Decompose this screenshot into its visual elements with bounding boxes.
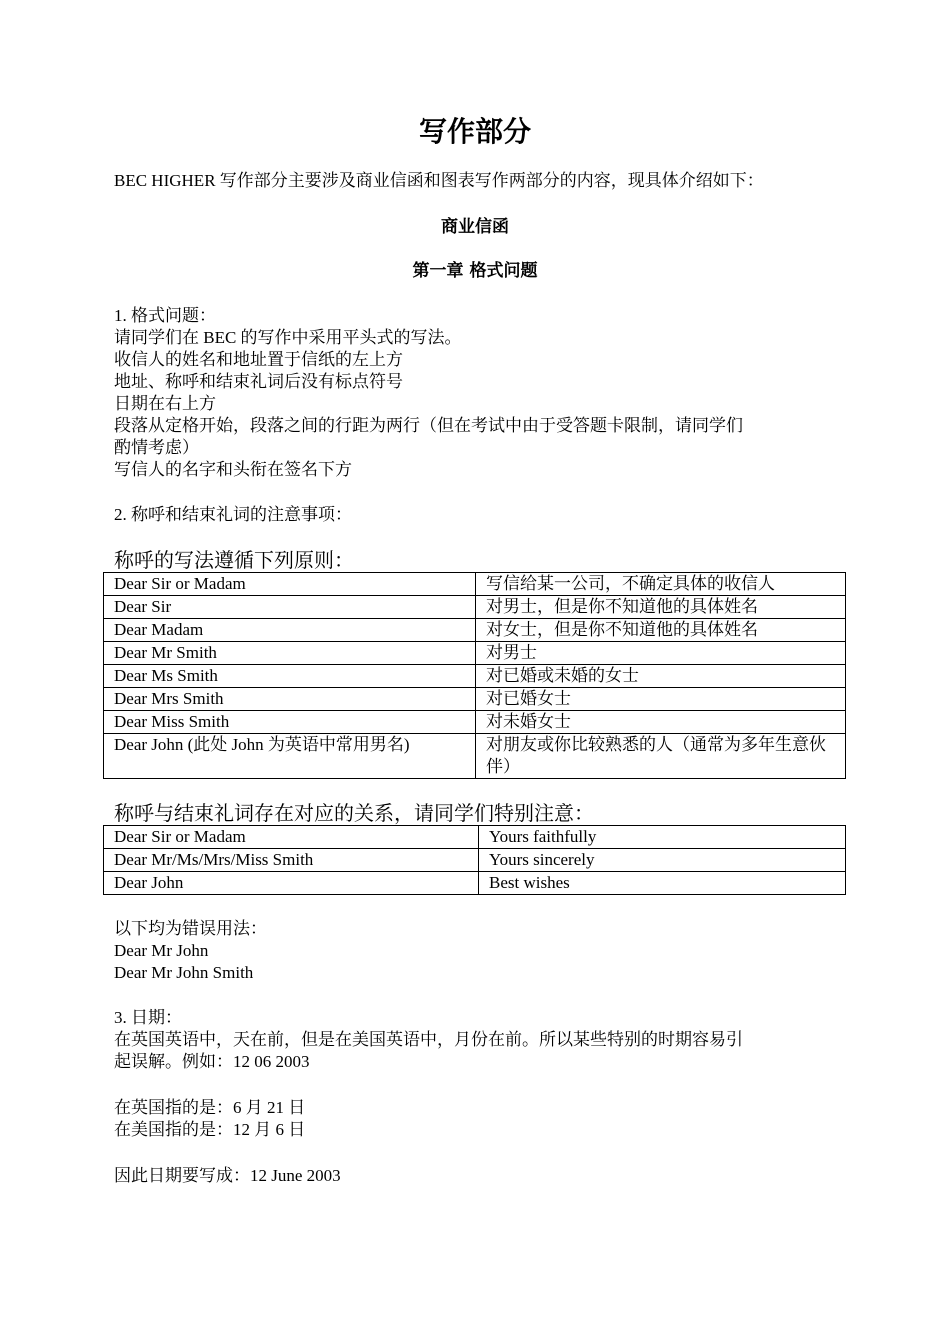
wrong-usage-line: Dear Mr John Smith (114, 963, 254, 982)
format-line: 收信人的姓名和地址置于信纸的左上方 (114, 350, 403, 369)
date-line: 在英国英语中，天在前，但是在美国英语中，月份在前。所以某些特别的时期容易引 (114, 1030, 743, 1049)
table-row (104, 688, 846, 711)
closing-cell: Yours faithfully (479, 826, 846, 849)
wrong-usage-line: Dear Mr John (114, 941, 209, 960)
salutation-cell: Dear Sir or Madam (104, 826, 479, 849)
format-line: 段落从定格开始，段落之间的行距为两行（但在考试中由于受答题卡限制，请同学们 (114, 416, 743, 435)
date-examples (114, 1097, 830, 1141)
salutation-cell: Dear Sir or Madam (104, 573, 476, 596)
usage-cell: 写信给某一公司，不确定具体的收信人 (476, 573, 846, 596)
format-line: 写信人的名字和头衔在签名下方 (114, 460, 352, 479)
salutation-cell: Dear Ms Smith (104, 665, 476, 688)
section-title: 商业信函 (441, 217, 509, 237)
salutation-heading: 2. 称呼和结束礼词的注意事项： (114, 505, 352, 524)
closing-caption: 称呼与结束礼词存在对应的关系，请同学们特别注意： (114, 803, 594, 825)
table-row (104, 596, 846, 619)
salutation-cell: Dear Miss Smith (104, 711, 476, 734)
table-row (104, 826, 846, 849)
format-heading: 1. 格式问题： (114, 306, 216, 325)
format-line: 酌情考虑） (114, 438, 199, 457)
date-heading: 3. 日期： (114, 1008, 182, 1027)
wrong-usage-section (114, 918, 830, 984)
usage-cell: 对男士，但是你不知道他的具体姓名 (476, 596, 846, 619)
date-uk: 在英国指的是：6 月 21 日 (114, 1098, 306, 1117)
salutation-cell: Dear Mr/Ms/Mrs/Miss Smith (104, 849, 479, 872)
date-us: 在美国指的是：12 月 6 日 (114, 1120, 306, 1139)
chapter-title: 第一章 格式问题 (412, 261, 538, 281)
closing-table (103, 825, 846, 895)
salutation-cell: Dear Sir (104, 596, 476, 619)
usage-cell: 对已婚女士 (476, 688, 846, 711)
format-line: 地址、称呼和结束礼词后没有标点符号 (114, 372, 403, 391)
usage-cell: 对朋友或你比较熟悉的人（通常为多年生意伙伴） (476, 734, 846, 779)
format-line: 日期在右上方 (114, 394, 216, 413)
table-row (104, 849, 846, 872)
usage-cell: 对女士，但是你不知道他的具体姓名 (476, 619, 846, 642)
format-line: 请同学们在 BEC 的写作中采用平头式的写法。 (114, 328, 462, 347)
table-row (104, 711, 846, 734)
date-line: 起误解。例如：12 06 2003 (114, 1052, 310, 1071)
closing-cell: Best wishes (479, 872, 846, 895)
table-row (104, 734, 846, 779)
salutation-cell: Dear John (104, 872, 479, 895)
table-row (104, 619, 846, 642)
intro-paragraph: BEC HIGHER 写作部分主要涉及商业信函和图表写作两部分的内容，现具体介绍如下： (114, 171, 764, 190)
salutation-cell: Dear Mr Smith (104, 642, 476, 665)
salutation-table (103, 572, 846, 779)
table-row (104, 872, 846, 895)
date-conclusion: 因此日期要写成：12 June 2003 (114, 1166, 341, 1185)
usage-cell: 对男士 (476, 642, 846, 665)
usage-cell: 对已婚或未婚的女士 (476, 665, 846, 688)
date-section (114, 1007, 830, 1073)
salutation-caption: 称呼的写法遵循下列原则： (114, 550, 354, 572)
table-row (104, 665, 846, 688)
usage-cell: 对未婚女士 (476, 711, 846, 734)
closing-cell: Yours sincerely (479, 849, 846, 872)
salutation-cell: Dear John (此处 John 为英语中常用男名) (104, 734, 476, 779)
salutation-cell: Dear Mrs Smith (104, 688, 476, 711)
salutation-cell: Dear Madam (104, 619, 476, 642)
table-row (104, 573, 846, 596)
wrong-usage-heading: 以下均为错误用法： (114, 919, 267, 938)
format-section (114, 305, 830, 481)
page-title: 写作部分 (418, 115, 531, 148)
table-row (104, 642, 846, 665)
